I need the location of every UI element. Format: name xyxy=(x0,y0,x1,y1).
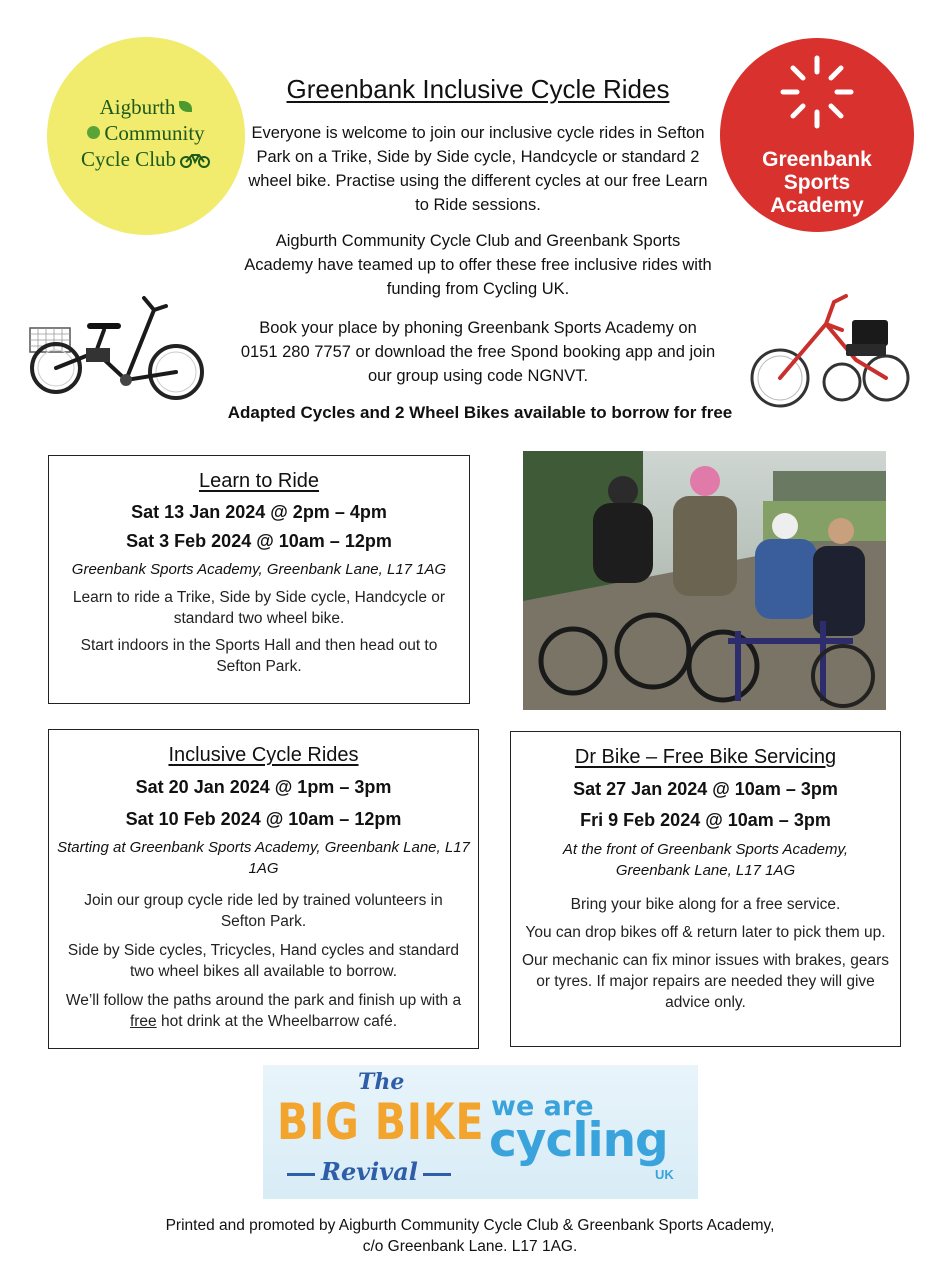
learn-text-1: Learn to ride a Trike, Side by Side cycle, Handcycle or standard two wheel bike. xyxy=(72,589,446,627)
inclusive-rides-box xyxy=(48,729,479,1049)
drbike-text-2: You can drop bikes off & return later to pick them up. xyxy=(525,924,886,941)
acc-logo-line3: Cycle Club xyxy=(80,147,177,171)
drbike-text-1: Bring your bike along for a free service. xyxy=(570,896,841,913)
intro-paragraph-1: Everyone is welcome to join our inclusive cycle rides in Sefton Park on a Trike, Side by Side cycle, Handcycle or standard 2 wheel bike. Practise using the different cycles at our free Learn to Ride sessions. xyxy=(248,124,708,214)
big-bike-revival-revival: Revival xyxy=(321,1157,418,1186)
acc-logo-line2: Community xyxy=(104,121,205,145)
big-bike-revival-big: BIG BIKE xyxy=(277,1093,485,1151)
divider-dash xyxy=(287,1173,315,1176)
acc-logo-line1: Aigburth xyxy=(99,95,176,119)
cycling-uk-weare: we are xyxy=(491,1091,594,1122)
drbike-date-2: Fri 9 Feb 2024 @ 10am – 3pm xyxy=(580,810,831,830)
big-bike-revival-the: The xyxy=(358,1069,405,1095)
inclusive-text-3 xyxy=(49,990,478,1032)
footer-imprint: Printed and promoted by Aigburth Community Cycle Club & Greenbank Sports Academy, c/o Greenbank Lane. L17 1AG. xyxy=(165,1217,775,1255)
inclusive-text-2: Side by Side cycles, Tricycles, Hand cycles and standard two wheel bikes all available to borrow. xyxy=(67,942,460,980)
drbike-location: At the front of Greenbank Sports Academy, Greenbank Lane, L17 1AG xyxy=(562,841,849,879)
drbike-text-3: Our mechanic can fix minor issues with brakes, gears or tyres. If major repairs are needed they will give advice only. xyxy=(522,952,889,1011)
learn-date-2: Sat 3 Feb 2024 @ 10am – 12pm xyxy=(126,531,392,551)
learn-text-2: Start indoors in the Sports Hall and then head out to Sefton Park. xyxy=(80,637,438,675)
learn-title: Learn to Ride xyxy=(198,470,320,492)
page-title: Greenbank Inclusive Cycle Rides xyxy=(286,74,670,104)
divider-dash xyxy=(423,1173,451,1176)
leaf-icon xyxy=(179,101,192,112)
inclusive-date-1: Sat 20 Jan 2024 @ 1pm – 3pm xyxy=(135,777,392,797)
greenbank-sports-academy-logo xyxy=(720,38,914,232)
gsa-logo-line3: Academy xyxy=(770,194,864,217)
tricycle-image xyxy=(26,290,208,410)
gsa-logo-line2: Sports xyxy=(783,171,851,194)
gsa-logo-line1: Greenbank xyxy=(762,148,872,171)
learn-location: Greenbank Sports Academy, Greenbank Lane, L17 1AG xyxy=(71,561,447,578)
drbike-date-1: Sat 27 Jan 2024 @ 10am – 3pm xyxy=(573,779,838,799)
cycling-uk-uk: UK xyxy=(655,1167,674,1182)
inclusive-title: Inclusive Cycle Rides xyxy=(168,744,359,766)
cycling-uk-cycling: cycling xyxy=(489,1113,668,1168)
bicycle-icon xyxy=(179,152,211,168)
smiley-icon xyxy=(87,126,100,139)
inclusive-text-1: Join our group cycle ride led by trained volunteers in Sefton Park. xyxy=(84,892,443,930)
learn-date-1: Sat 13 Jan 2024 @ 2pm – 4pm xyxy=(131,502,387,522)
dr-bike-box xyxy=(510,731,901,1047)
inclusive-date-2: Sat 10 Feb 2024 @ 10am – 12pm xyxy=(125,809,402,829)
learn-to-ride-box xyxy=(48,455,470,704)
handcycle-image xyxy=(746,290,912,412)
sunburst-icon xyxy=(777,52,857,132)
inclusive-text-3-free: free xyxy=(129,1013,157,1030)
inclusive-location: Starting at Greenbank Sports Academy, Greenbank Lane, L17 1AG xyxy=(57,839,470,877)
drbike-title: Dr Bike – Free Bike Servicing xyxy=(574,746,837,768)
sponsor-banner xyxy=(263,1065,698,1199)
aigburth-cycle-club-logo xyxy=(47,37,245,235)
adapted-cycles-banner: Adapted Cycles and 2 Wheel Bikes available to borrow for free xyxy=(227,403,733,422)
inclusive-text-3c: hot drink at the Wheelbarrow café. xyxy=(156,1013,398,1030)
intro-paragraph-2: Aigburth Community Cycle Club and Greenbank Sports Academy have teamed up to offer these free inclusive rides with funding from Cycling UK. xyxy=(244,232,712,298)
intro-paragraph-3: Book your place by phoning Greenbank Sports Academy on 0151 280 7757 or download the free Spond booking app and join our group using code NGNVT. xyxy=(240,319,716,385)
inclusive-text-3a: We’ll follow the paths around the park and finish up with a xyxy=(65,992,462,1009)
group-cyclists-photo xyxy=(523,451,886,710)
